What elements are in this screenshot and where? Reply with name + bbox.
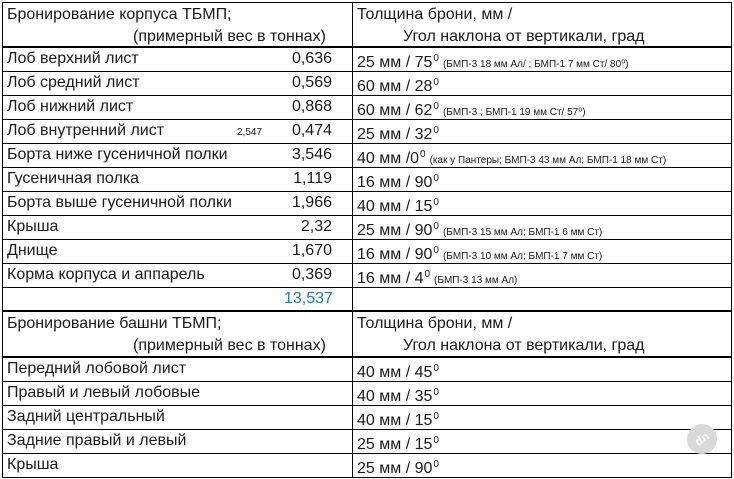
hull-part-weight: 0,868 bbox=[291, 98, 332, 115]
turret-row bbox=[2, 381, 353, 406]
degree-mark: 0 bbox=[433, 221, 439, 232]
thickness-text: 40 мм / 15 bbox=[357, 412, 433, 429]
degree-mark: 0 bbox=[433, 459, 439, 470]
hull-row-thickness bbox=[352, 71, 732, 96]
turret-part-name: Правый и левый лобовые bbox=[7, 384, 201, 401]
turret-thickness-title: Толщина брони, мм / bbox=[357, 315, 513, 332]
degree-mark: 0 bbox=[433, 101, 439, 112]
hull-part-weight: 1,966 bbox=[291, 194, 332, 211]
turret-thickness-value bbox=[357, 359, 439, 383]
hull-part-extra-weight: 2,547 bbox=[237, 127, 263, 138]
hull-part-name: Лоб средний лист bbox=[7, 74, 140, 91]
hull-part-weight: 0,569 bbox=[291, 74, 332, 91]
hull-part-name: Борта выше гусеничной полки bbox=[7, 194, 232, 211]
turret-part-name: Крыша bbox=[7, 456, 59, 473]
turret-part-name: Передний лобовой лист bbox=[7, 360, 187, 377]
thickness-text: 16 мм / 4 bbox=[357, 270, 424, 287]
turret-row-thickness bbox=[352, 357, 732, 382]
hull-row bbox=[2, 95, 353, 120]
hull-part-name: Лоб нижний лист bbox=[7, 98, 134, 115]
degree-mark: 0 bbox=[433, 363, 439, 374]
turret-part-name: Задний центральный bbox=[7, 408, 165, 425]
hull-part-name: Борта ниже гусеничной полки bbox=[7, 146, 228, 163]
thickness-text: 40 мм / 45 bbox=[357, 364, 433, 381]
hull-subtitle: (примерный вес в тоннах) bbox=[133, 28, 326, 45]
hull-part-weight: 1,670 bbox=[291, 242, 332, 259]
hull-row bbox=[2, 47, 353, 72]
turret-part-name: Задние правый и левый bbox=[7, 432, 187, 449]
hull-part-weight: 3,546 bbox=[291, 146, 332, 163]
turret-row-thickness bbox=[352, 405, 732, 430]
turret-header-cell bbox=[2, 311, 353, 357]
thickness-text: 60 мм / 28 bbox=[357, 78, 433, 95]
degree-mark: 0 bbox=[433, 245, 439, 256]
degree-mark: 0 bbox=[433, 77, 439, 88]
hull-row bbox=[2, 239, 353, 264]
thickness-text: 25 мм / 75 bbox=[357, 54, 433, 71]
thickness-text: 25 мм / 32 bbox=[357, 126, 433, 143]
hull-part-weight: 1,119 bbox=[293, 170, 332, 187]
thickness-text: 40 мм / 15 bbox=[357, 198, 433, 215]
turret-row-thickness bbox=[352, 453, 732, 478]
turret-row bbox=[2, 405, 353, 430]
hull-part-name: Корма корпуса и аппарель bbox=[7, 266, 205, 283]
hull-thickness-header-cell bbox=[352, 2, 732, 47]
degree-mark: 0 bbox=[433, 173, 439, 184]
hull-row bbox=[2, 263, 353, 288]
hull-total-empty-cell bbox=[352, 287, 732, 311]
hull-total-cell bbox=[2, 287, 353, 311]
turret-row-thickness bbox=[352, 429, 732, 454]
thickness-text: 16 мм / 90 bbox=[357, 246, 433, 263]
turret-thickness-value bbox=[357, 455, 439, 479]
thickness-note: (БМП-3 10 мм Ал; БМП-1 7 мм Ст) bbox=[442, 251, 603, 262]
degree-mark: 0 bbox=[433, 387, 439, 398]
hull-row-thickness bbox=[352, 239, 732, 264]
hull-row bbox=[2, 167, 353, 192]
hull-row bbox=[2, 215, 353, 240]
thickness-text: 60 мм / 62 bbox=[357, 102, 433, 119]
turret-row-thickness bbox=[352, 381, 732, 406]
hull-part-weight: 2,32 bbox=[300, 218, 332, 235]
hull-part-name: Днище bbox=[7, 242, 58, 259]
hull-part-weight: 0,636 bbox=[291, 50, 332, 67]
hull-row-thickness bbox=[352, 143, 732, 168]
turret-thickness-value bbox=[357, 431, 439, 455]
hull-row-thickness bbox=[352, 119, 732, 144]
thickness-text: 40 мм /0 bbox=[357, 150, 420, 167]
thickness-note: (БМП-3 15 мм Ал; БМП-1 6 мм Ст) bbox=[442, 227, 603, 238]
hull-row-thickness bbox=[352, 191, 732, 216]
hull-part-weight: 0,369 bbox=[291, 266, 332, 283]
hull-row bbox=[2, 119, 353, 144]
hull-part-name: Гусеничная полка bbox=[7, 170, 140, 187]
hull-row-thickness bbox=[352, 167, 732, 192]
hull-row-thickness bbox=[352, 47, 732, 72]
turret-row bbox=[2, 453, 353, 478]
turret-thickness-value bbox=[357, 383, 439, 407]
hull-row bbox=[2, 71, 353, 96]
degree-mark: 0 bbox=[433, 435, 439, 446]
hull-title: Бронирование корпуса ТБМП; bbox=[7, 6, 232, 23]
thickness-text: 25 мм / 90 bbox=[357, 222, 433, 239]
hull-thickness-title: Толщина брони, мм / bbox=[357, 6, 513, 23]
hull-row-thickness bbox=[352, 263, 732, 288]
turret-row bbox=[2, 357, 353, 382]
hull-row bbox=[2, 143, 353, 168]
hull-part-name: Лоб внутренний лист bbox=[7, 122, 165, 139]
thickness-note: (как у Пантеры; БМП-3 43 мм Ал; БМП-1 18 мм Ст) bbox=[429, 155, 667, 166]
turret-title: Бронирование башни ТБМП; bbox=[7, 315, 222, 332]
degree-mark: 0 bbox=[433, 411, 439, 422]
turret-angle-title: Угол наклона от вертикали, град bbox=[403, 337, 645, 354]
thickness-text: 40 мм / 35 bbox=[357, 388, 433, 405]
turret-thickness-header-cell bbox=[352, 311, 732, 357]
hull-part-name: Лоб верхний лист bbox=[7, 50, 139, 67]
hull-row bbox=[2, 191, 353, 216]
turret-subtitle: (примерный вес в тоннах) bbox=[133, 337, 326, 354]
hull-row-thickness bbox=[352, 215, 732, 240]
hull-row-thickness bbox=[352, 95, 732, 120]
thickness-text: 16 мм / 90 bbox=[357, 174, 433, 191]
turret-row bbox=[2, 429, 353, 454]
degree-mark: 0 bbox=[420, 149, 426, 160]
hull-part-name: Крыша bbox=[7, 218, 59, 235]
thickness-text: 25 мм / 90 bbox=[357, 460, 433, 477]
degree-mark: 0 bbox=[433, 53, 439, 64]
degree-mark: 0 bbox=[424, 269, 431, 280]
thickness-note: (БМП-3 13 мм Ал) bbox=[434, 275, 518, 286]
hull-total-weight: 13,537 bbox=[284, 290, 333, 307]
hull-part-weight: 0,474 bbox=[291, 122, 332, 139]
degree-mark: 0 bbox=[433, 125, 439, 136]
degree-mark: 0 bbox=[433, 197, 439, 208]
turret-thickness-value bbox=[357, 407, 439, 431]
thickness-note: (БМП-3 18 мм Ал/ ; БМП-1 7 мм Ст/ 80⁰) bbox=[442, 59, 629, 70]
hull-angle-title: Угол наклона от вертикали, град bbox=[403, 28, 645, 45]
watermark-logo: dn bbox=[681, 418, 723, 460]
thickness-note: (БМП-3 ; БМП-1 19 мм Ст/ 57⁰) bbox=[442, 107, 586, 118]
thickness-text: 25 мм / 15 bbox=[357, 436, 433, 453]
hull-header-cell bbox=[2, 2, 353, 47]
